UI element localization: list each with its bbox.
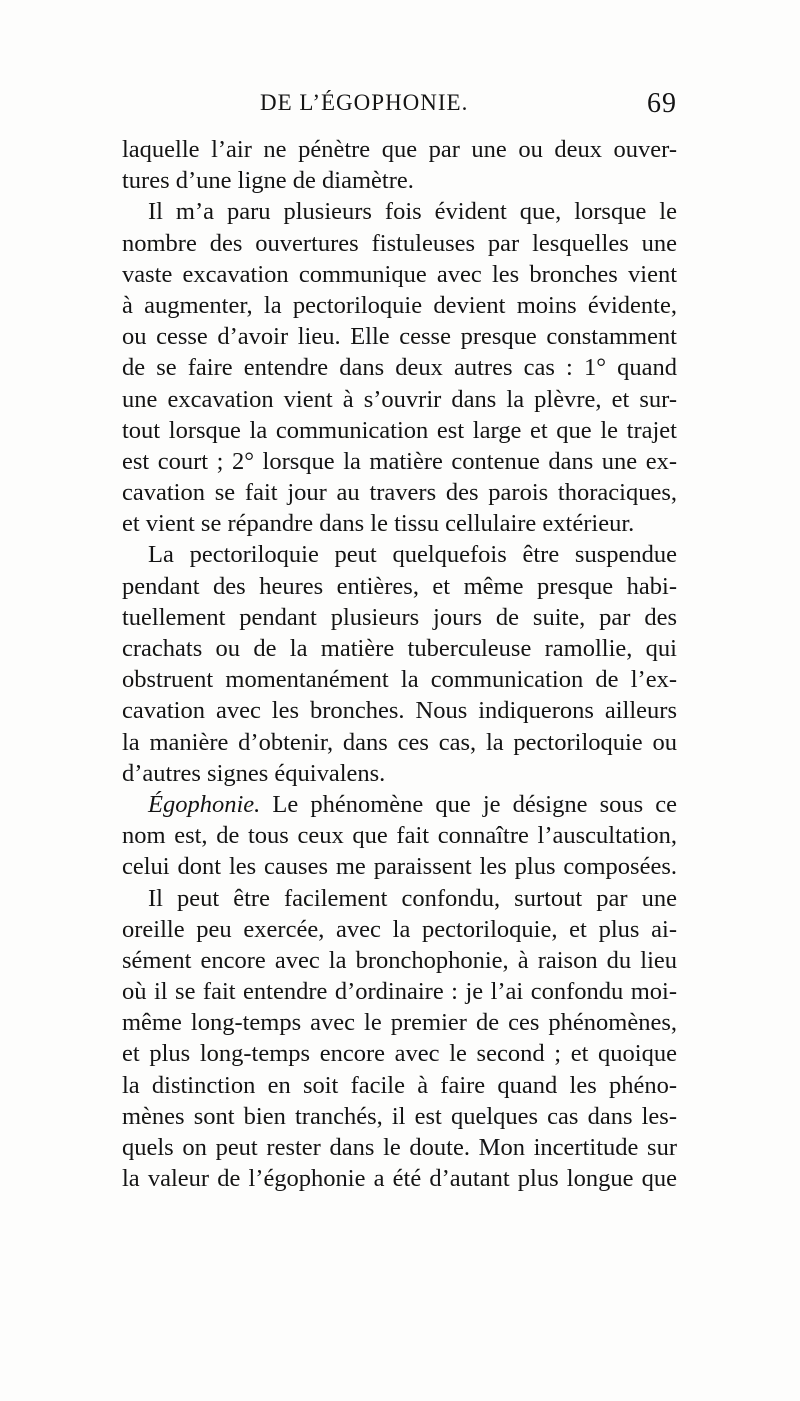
text-line: La pectoriloquie peut quelquefois être suspendue: [148, 541, 677, 569]
text-line: tout lorsque la communication est large et que le trajet: [122, 416, 677, 444]
text-line: Il peut être facilement confondu, surtout par une: [148, 884, 677, 912]
text-line: est court ; 2° lorsque la matière contenue dans une ex-: [122, 447, 677, 475]
text-line: mènes sont bien tranchés, il est quelques cas dans les-: [122, 1102, 677, 1130]
text-line: une excavation vient à s’ouvrir dans la plèvre, et sur-: [122, 385, 677, 413]
text-line: la manière d’obtenir, dans ces cas, la pectoriloquie ou: [122, 728, 677, 756]
text-line: nom est, de tous ceux que fait connaître l’auscultation,: [122, 822, 677, 850]
text-line: pendant des heures entières, et même presque habi-: [122, 572, 677, 600]
running-head: [122, 90, 677, 120]
text-line: crachats ou de la matière tuberculeuse ramollie, qui: [122, 635, 677, 662]
text-line: nombre des ouvertures fistuleuses par lesquelles une: [122, 229, 677, 257]
text-line: où il se fait entendre d’ordinaire : je l’ai confondu moi-: [122, 978, 677, 1006]
text-line-continuation: Le phénomène que je désigne sous ce: [272, 790, 678, 818]
page-number: 69: [647, 88, 677, 119]
text-line: sément encore avec la bronchophonie, à raison du lieu: [122, 946, 677, 974]
text-line: oreille peu exercée, avec la pectoriloquie, et plus ai-: [122, 915, 677, 943]
text-line: vaste excavation communique avec les bronches vient: [122, 260, 677, 288]
text-line: de se faire entendre dans deux autres cas : 1° quand: [122, 354, 677, 382]
running-title: DE L’ÉGOPHONIE.: [260, 90, 469, 115]
text-line: cavation avec les bronches. Nous indiquerons ailleurs: [122, 697, 677, 725]
text-line: tures d’une ligne de diamètre.: [122, 167, 414, 195]
text-line: tuellement pendant plusieurs jours de suite, par des: [122, 603, 677, 631]
text-line: [122, 789, 677, 820]
text-line: Il m’a paru plusieurs fois évident que, lorsque le: [148, 198, 677, 226]
body-text: [122, 134, 677, 1194]
text-line: même long-temps avec le premier de ces phénomènes,: [122, 1009, 677, 1037]
text-line: cavation se fait jour au travers des parois thoraciques,: [122, 479, 677, 507]
text-line: obstruent momentanément la communication de l’ex-: [122, 666, 677, 694]
text-line: à augmenter, la pectoriloquie devient moins évidente,: [122, 291, 677, 319]
text-line: et plus long-temps encore avec le second ; et quoique: [122, 1040, 677, 1068]
text-line: celui dont les causes me paraissent les plus composées.: [122, 853, 677, 881]
section-term: Égophonie.: [148, 790, 261, 818]
text-line: la distinction en soit facile à faire quand les phéno-: [122, 1071, 677, 1099]
text-line: et vient se répandre dans le tissu cellulaire extérieur.: [122, 510, 635, 538]
text-line: d’autres signes équivalens.: [122, 759, 386, 787]
text-line: quels on peut rester dans le doute. Mon incertitude sur: [122, 1134, 677, 1161]
text-line: la valeur de l’égophonie a été d’autant plus longue que: [122, 1165, 677, 1193]
text-line: laquelle l’air ne pénètre que par une ou deux ouver-: [122, 136, 677, 163]
text-line: ou cesse d’avoir lieu. Elle cesse presque constamment: [122, 323, 677, 351]
